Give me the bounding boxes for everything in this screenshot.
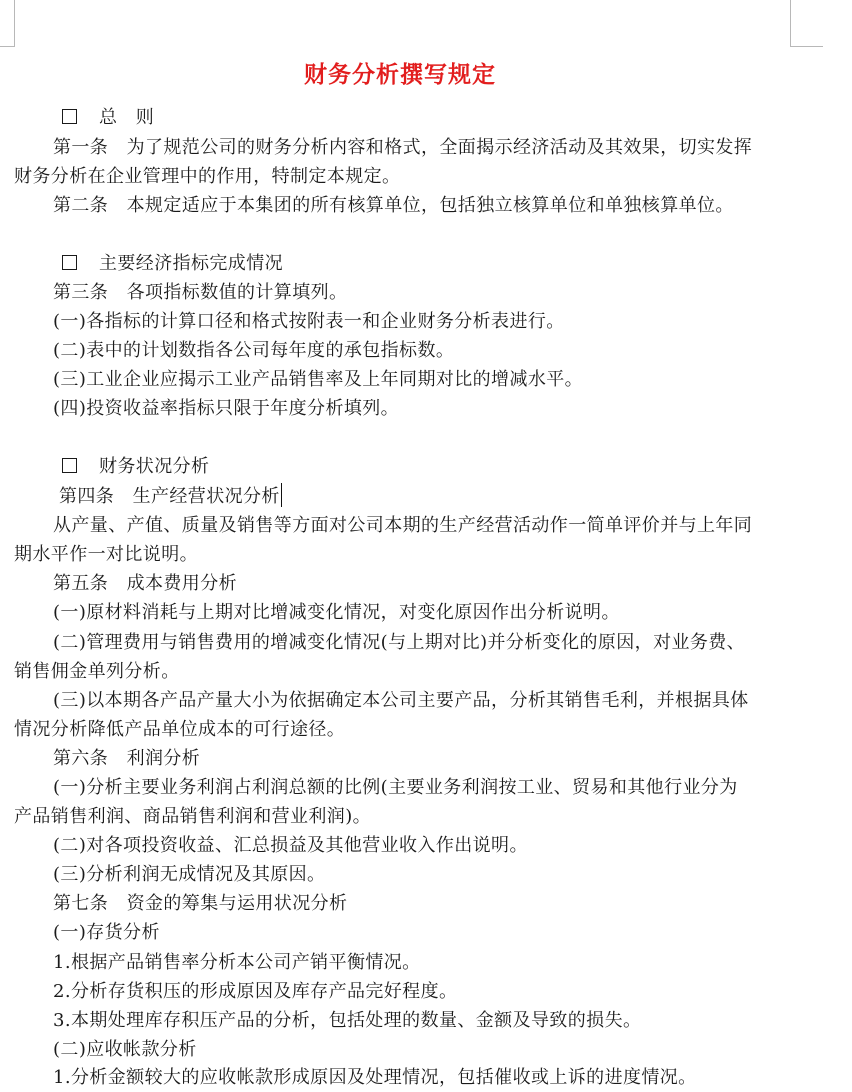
document-title: 财务分析撰写规定 [304,62,496,88]
paragraph-line: 情况分析降低产品单位成本的可行途径。 [14,719,346,740]
list-item: (二)对各项投资收益、汇总损益及其他营业收入作出说明。 [53,835,528,856]
paragraph-line: 第六条 利润分析 [53,748,201,769]
page-corner-mark-top-right [790,0,823,47]
checkbox-icon [62,109,77,124]
list-item: (一)原材料消耗与上期对比增减变化情况，对变化原因作出分析说明。 [53,602,620,623]
list-item: (二)管理费用与销售费用的增减变化情况(与上期对比)并分析变化的原因，对业务费、 [53,632,746,653]
article-heading-text: 第四条 生产经营状况分析 [59,486,280,507]
list-item: 2.分析存货积压的形成原因及库存产品完好程度。 [53,981,458,1002]
text-cursor [281,483,283,507]
paragraph-line: 第五条 成本费用分析 [53,573,237,594]
list-item: (一)分析主要业务利润占利润总额的比例(主要业务利润按工业、贸易和其他行业分为 [53,777,738,798]
list-item: (三)以本期各产品产量大小为依据确定本公司主要产品，分析其销售毛利，并根据具体 [53,690,749,711]
section-heading-text: 主要经济指标完成情况 [99,253,283,274]
section-heading [62,103,154,132]
paragraph-line: 从产量、产值、质量及销售等方面对公司本期的生产经营活动作一简单评价并与上年同 [53,515,753,536]
paragraph-line: 第二条 本规定适应于本集团的所有核算单位，包括独立核算单位和单独核算单位。 [53,195,734,216]
list-item: 3.本期处理库存积压产品的分析，包括处理的数量、金额及导致的损失。 [53,1010,642,1031]
paragraph-line: 第一条 为了规范公司的财务分析内容和格式，全面揭示经济活动及其效果，切实发挥 [53,137,753,158]
list-item: 1.根据产品销售率分析本公司产销平衡情况。 [53,952,421,973]
paragraph-line: 产品销售利润、商品销售利润和营业利润)。 [14,806,372,827]
section-heading-text: 总 则 [99,107,155,128]
list-item: (二)表中的计划数指各公司每年度的承包指标数。 [53,340,455,361]
section-heading [62,452,209,481]
list-item: (四)投资收益率指标只限于年度分析填列。 [53,398,400,419]
article-heading-line [59,482,282,511]
paragraph-line: 第七条 资金的筹集与运用状况分析 [53,893,348,914]
list-item: (二)应收帐款分析 [53,1039,197,1060]
paragraph-line: 期水平作一对比说明。 [14,544,198,565]
list-item: 1.分析金额较大的应收帐款形成原因及处理情况，包括催收或上诉的进度情况。 [53,1067,697,1088]
checkbox-icon [62,458,77,473]
paragraph-line: 财务分析在企业管理中的作用，特制定本规定。 [14,166,401,187]
section-heading [62,249,283,278]
list-item: (一)存货分析 [53,922,160,943]
list-item: (三)分析利润无成情况及其原因。 [53,864,326,885]
checkbox-icon [62,255,77,270]
section-heading-text: 财务状况分析 [99,456,210,477]
paragraph-line: 销售佣金单列分析。 [14,661,180,682]
paragraph-line: 第三条 各项指标数值的计算填列。 [53,282,348,303]
list-item: (一)各指标的计算口径和格式按附表一和企业财务分析表进行。 [53,311,565,332]
page-corner-mark-top-left [0,0,15,47]
list-item: (三)工业企业应揭示工业产品销售率及上年同期对比的增减水平。 [53,369,584,390]
